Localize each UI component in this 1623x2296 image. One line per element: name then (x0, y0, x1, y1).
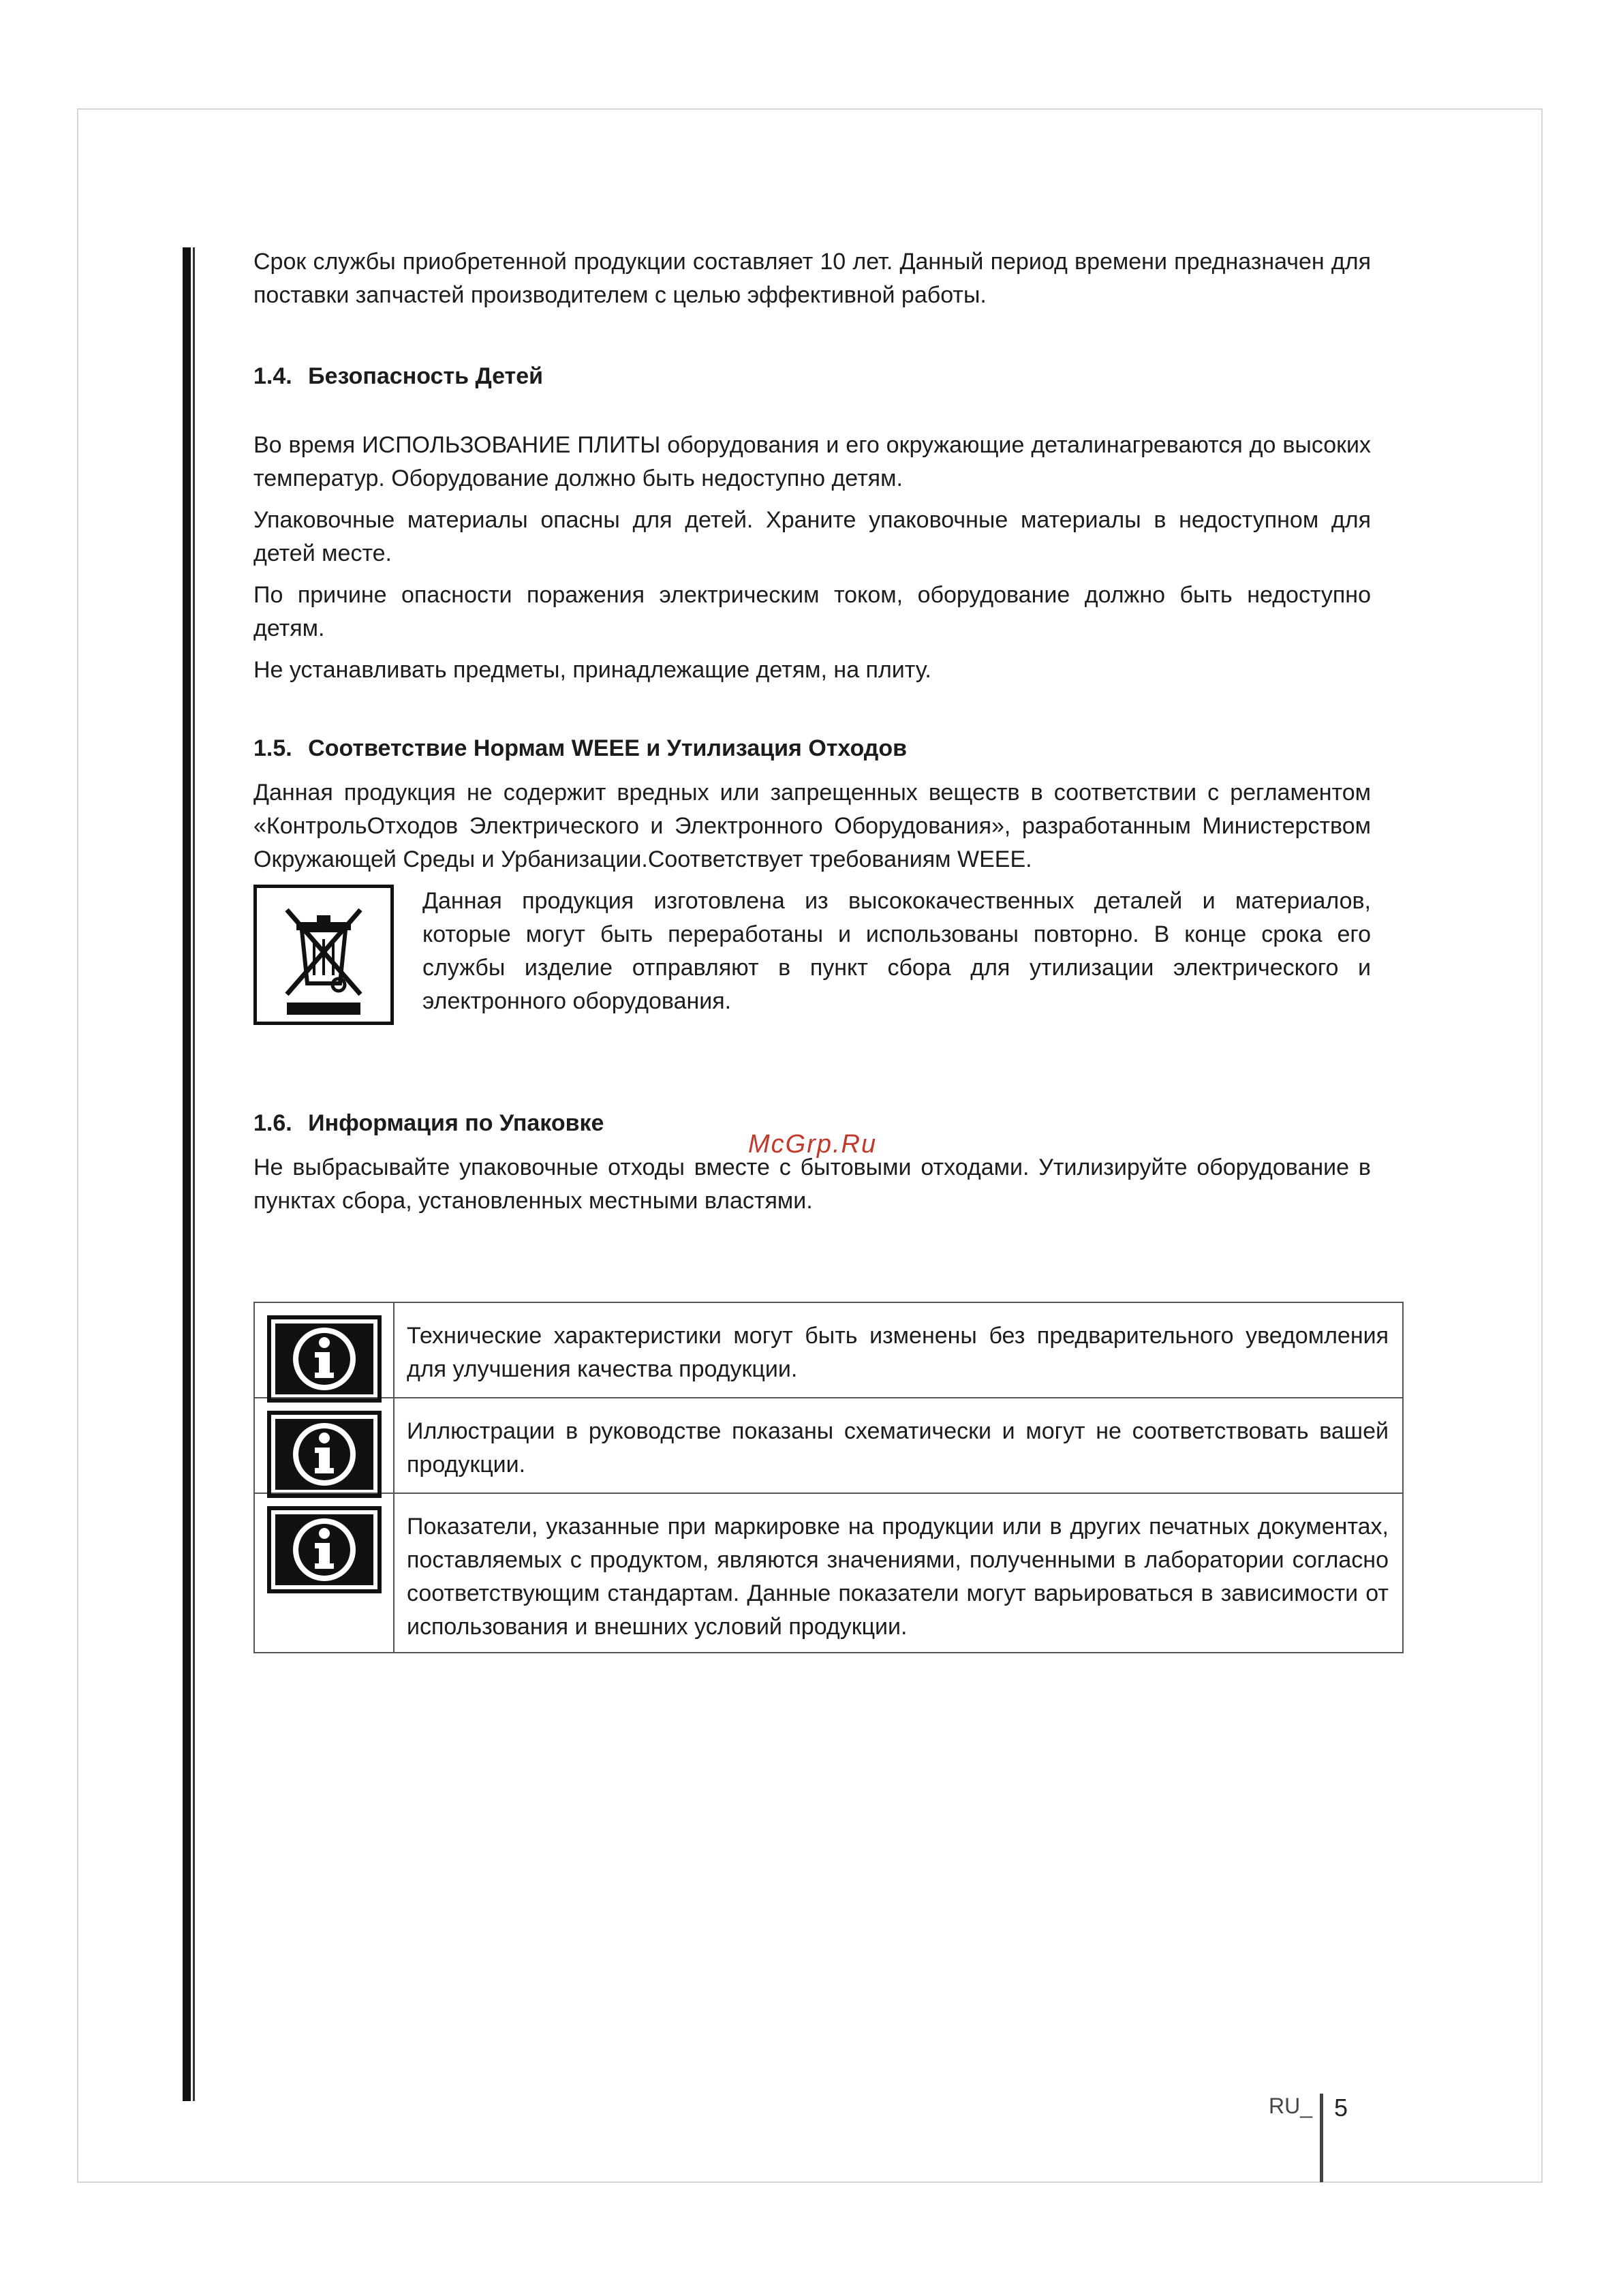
section-number: 1.4. (253, 363, 292, 389)
watermark-text: McGrp.Ru (748, 1130, 878, 1159)
section-heading-1-4 (253, 360, 1371, 393)
weee-block (253, 885, 1371, 1025)
info-text: Показатели, указанные при маркировке на продукции или в других печатных документах, поставляемых с продуктом, являются значениями, полученными в лаборатории согласно соответствующим стандартам. Данные показатели могут варьироваться в зависимости от использования и внешних условий продукции. (394, 1493, 1403, 1653)
intro-paragraph: Срок службы приобретенной продукции составляет 10 лет. Данный период времени предназначен для поставки запчастей производителем с целью эффективной работы. (253, 249, 1371, 308)
document-body (253, 245, 1371, 1218)
section-title: Соответствие Нормам WEEE и Утилизация Отходов (308, 735, 908, 761)
table-row (254, 1302, 1403, 1398)
paragraph: Данная продукция не содержит вредных или запрещенных веществ в соответствии с регламентом «КонтрольОтходов Электрического и Электронного Оборудования», разработанным Министерством Окружающей Среды и Урбанизации.Соответствует требованиям WEEE. (253, 780, 1371, 872)
left-margin-bar (183, 247, 191, 2101)
info-text: Иллюстрации в руководстве показаны схематически и могут не соответствовать вашей продукции. (394, 1398, 1403, 1493)
table-row (254, 1493, 1403, 1653)
section-heading-1-5 (253, 732, 1371, 765)
section-title: Информация по Упаковке (308, 1110, 604, 1136)
icon-cell (254, 1302, 394, 1398)
paragraph: Упаковочные материалы опасны для детей. Храните упаковочные материалы в недоступном для детей месте. (253, 507, 1371, 566)
section-number: 1.6. (253, 1110, 292, 1136)
info-icon (267, 1315, 382, 1397)
info-table (253, 1302, 1404, 1653)
section-number: 1.5. (253, 735, 292, 761)
paragraph: Во время ИСПОЛЬЗОВАНИЕ ПЛИТЫ оборудования и его окружающие деталинагреваются до высоких температур. Оборудование должно быть недоступно детям. (253, 432, 1371, 491)
icon-cell (254, 1493, 394, 1653)
crossed-out-wheelie-bin-icon (253, 885, 394, 1025)
left-margin-bar-thin (193, 247, 195, 2101)
icon-cell (254, 1398, 394, 1493)
footer-separator (1320, 2094, 1323, 2182)
page-number: 5 (1334, 2094, 1348, 2122)
info-text: Технические характеристики могут быть изменены без предварительного уведомления для улучшения качества продукции. (394, 1302, 1403, 1398)
weee-paragraph: Данная продукция изготовлена из высококачественных деталей и материалов, которые могут быть переработаны и использованы повторно. В конце срока его службы изделие отправляют в пункт сбора для утилизации электрического и электронного оборудования. (422, 888, 1371, 1014)
info-icon (267, 1411, 382, 1493)
footer-language: RU_ (1269, 2094, 1313, 2118)
paragraph: Не устанавливать предметы, принадлежащие детям, на плиту. (253, 657, 931, 683)
info-icon (267, 1506, 382, 1588)
section-title: Безопасность Детей (308, 363, 544, 389)
paragraph: Не выбрасывайте упаковочные отходы вместе с бытовыми отходами. Утилизируйте оборудование в пунктах сбора, установленных местными властями. (253, 1154, 1371, 1214)
paragraph: По причине опасности поражения электрическим током, оборудование должно быть недоступно детям. (253, 582, 1371, 641)
table-row (254, 1398, 1403, 1493)
